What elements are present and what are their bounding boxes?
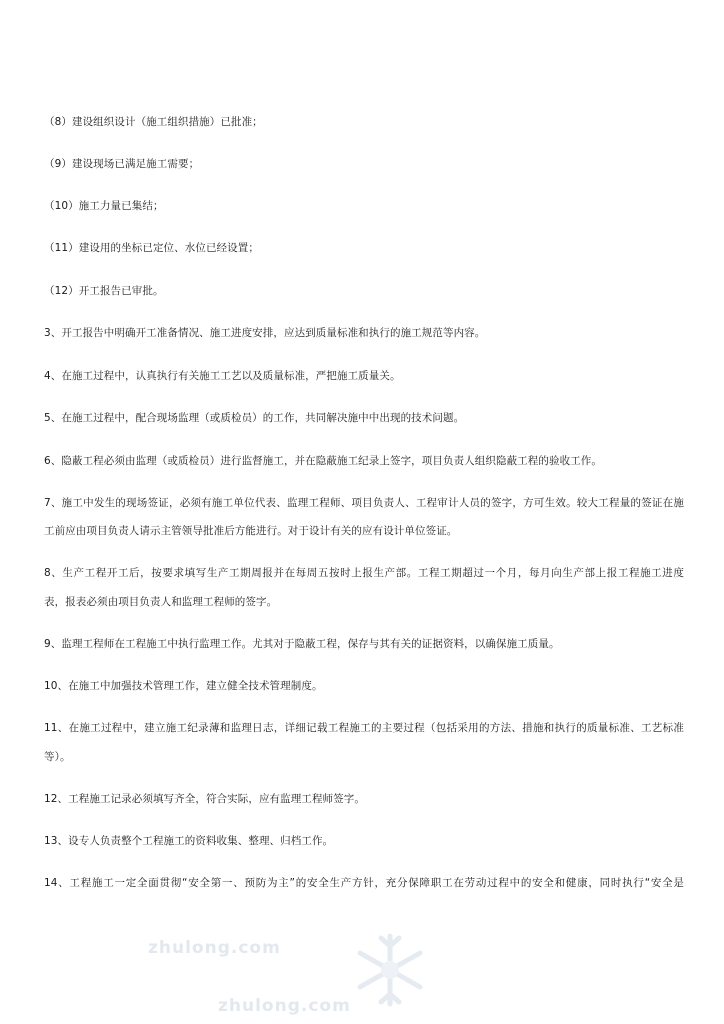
paragraph-6: 6、隐蔽工程必须由监理（或质检员）进行监督施工，并在隐蔽施工纪录上签字，项目负责人组织隐蔽工程的验收工作。	[44, 455, 602, 467]
list-item-12: （12）开工报告已审批。	[44, 285, 164, 297]
paragraph-4: 4、在施工过程中，认真执行有关施工工艺以及质量标准，严把施工质量关。	[44, 370, 401, 382]
paragraph-7-line-1: 7、施工中发生的现场签证，必须有施工单位代表、监理工程师、项目负责人、工程审计人员的签字，方可生效。较大工程量的签证在施	[44, 497, 684, 509]
paragraph-11-line-1: 11、在施工过程中，建立施工纪录薄和监理日志，详细记载工程施工的主要过程（包括采用的方法、措施和执行的质量标准、工艺标准	[44, 722, 684, 734]
paragraph-7-line-2: 工前应由项目负责人请示主管领导批准后方能进行。对于设计有关的应有设计单位签证。	[44, 525, 458, 537]
list-item-10: （10）施工力量已集结；	[44, 200, 164, 212]
watermark-text: zhulong.com	[148, 938, 281, 958]
paragraph-14-line-1: 14、工程施工一定全面贯彻“安全第一、预防为主”的安全生产方针，充分保障职工在劳动过程中的安全和健康，同时执行“安全是	[44, 877, 684, 889]
list-item-11: （11）建设用的坐标已定位、水位已经设置；	[44, 242, 259, 254]
paragraph-9: 9、监理工程师在工程施工中执行监理工作。尤其对于隐蔽工程，保存与其有关的证据资料，以确保施工质量。	[44, 638, 560, 650]
list-item-9: （9）建设现场已满足施工需要；	[44, 158, 200, 170]
paragraph-3: 3、开工报告中明确开工准备情况、施工进度安排，应达到质量标准和执行的施工规范等内容。	[44, 327, 486, 339]
watermark-text-secondary: zhulong.com	[218, 996, 351, 1016]
paragraph-5: 5、在施工过程中，配合现场监理（或质检员）的工作，共同解决施中中出现的技术问题。	[44, 412, 465, 424]
paragraph-11-line-2: 等）。	[44, 751, 71, 763]
paragraph-13: 13、设专人负责整个工程施工的资料收集、整理、归档工作。	[44, 835, 334, 847]
paragraph-8-line-2: 表，报表必须由项目负责人和监理工程师的签字。	[44, 596, 278, 608]
snowflake-logo-icon	[345, 930, 435, 1010]
paragraph-12: 12、工程施工记录必须填写齐全，符合实际，应有监理工程师签字。	[44, 793, 365, 805]
list-item-8: （8）建设组织设计（施工组织措施）已批准；	[44, 116, 263, 128]
paragraph-10: 10、在施工中加强技术管理工作，建立健全技术管理制度。	[44, 680, 323, 692]
paragraph-8-line-1: 8、生产工程开工后，按要求填写生产工期周报并在每周五按时上报生产部。工程工期超过一个月，每月向生产部上报工程施工进度	[44, 567, 684, 579]
